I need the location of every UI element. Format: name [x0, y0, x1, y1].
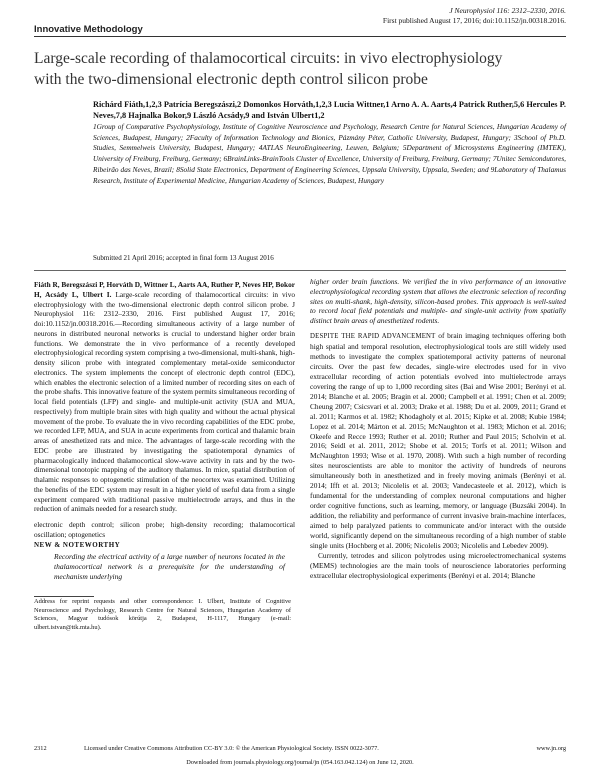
published-line: First published August 17, 2016; doi:10.1152/jn.00318.2016. [382, 16, 566, 25]
submission-dates: Submitted 21 April 2016; accepted in final form 13 August 2016 [93, 254, 274, 262]
new-noteworthy-heading: NEW & NOTEWORTHY [34, 541, 121, 549]
journal-line: J Neurophysiol 116: 2312–2330, 2016. [449, 6, 566, 15]
footnote-divider [34, 596, 94, 597]
header-divider [34, 36, 566, 37]
affiliations: 1Group of Comparative Psychophysiology, Institute of Cognitive Neuroscience and Psychology, Research Centre for Natural Sciences, Hungarian Academy of Sciences, Budapest, Hungary; 2Faculty of Information Technology and Bionics, Pázmány Péter, Catholic University, Budapest, Hungary; 3School of Ph.D. Studies, Semmelweis University, Budapest, Hungary; 4ATLAS NeuroEngineering, Leuven, Belgium; 5Department of Microsystems Engineering (IMTEK), University of Freiburg, Freiburg, Germany; 6BrainLinks-BrainTools Cluster of Excellence, University of Freiburg, Freiburg, Germany; 7Unitec Semicondutores, Ribeirão das Neves, Brazil; 8Solid State Electronics, Department of Engineering Sciences, Uppsala University, Uppsala, Sweden; and 9Laboratory of Thalamus Research, Institute of Experimental Medicine, Hungarian Academy of Sciences, Budapest, Hungary [93, 122, 566, 185]
abstract-text: Large-scale recording of thalamocortical circuits: in vivo electrophysiology with the two-dimensional electronic depth control silicon probe. J Neurophysiol 116: 2312–2330, 2016. First published August 17, 2016; doi:10.1152/jn.00318.2016.—Recording simultaneous activity of a large number of neurons in distributed neuronal networks is crucial to understand higher order brain functions. We demonstrate the in vivo performance of a recently developed electrophysiological recording system comprising a two-dimensional, multi-shank, high-density silicon probe with integrated complementary metal-oxide semiconductor electronics. The system implements the concept of electronic depth control (EDC), which enables the electronic selection of a limited number of recording sites on each of the probe shafts. This innovative feature of the system permits simultaneous recording of local field potentials (LFP) and single- and multiple-unit activity (SUA and MUA, respectively) from multiple brain sites with high quality and without the actual physical movement of the probe. To evaluate the in vivo recording capabilities of the EDC probe, we recorded LFP, MUA, and SUA in acute experiments from cortical and thalamic brain areas of anesthetized rats and mice. The advantages of large-scale recording with the EDC probe are illustrated by investigating the spatiotemporal dynamics of pharmacologically induced thalamocortical slow-wave activity in rats and by the two-dimensional tonotopic mapping of the auditory thalamus. In mice, spatial distribution of thalamic responses to optogenetic stimulation of the neocortex was examined. Utilizing the benefits of the EDC system may result in a higher yield of useful data from a single experiment compared with traditional passive multielectrode arrays, and thus in the reduction of animals needed for a research study. [34, 289, 295, 514]
intro-text-2: Currently, tetrodes and silicon polytrodes using microelectromechanical systems (MEMS) technologies are the main tools of neuroscience laboratories performing extracellular electrophysiological experiments (Berényi et al. 2014; Blanche [310, 550, 566, 580]
introduction-paragraph-2 [310, 551, 566, 581]
abstract-divider [34, 270, 566, 271]
title-line-2: with the two-dimensional electronic depth control silicon probe [34, 71, 428, 88]
intro-lead-in: DESPITE THE RAPID ADVANCEMENT [310, 332, 436, 340]
introduction-paragraph-1 [310, 331, 566, 551]
new-noteworthy-text: Recording the electrical activity of a large number of neurons located in the thalamocortical network is a prerequisite for the understanding of mechanism underlying [54, 552, 285, 581]
page-number: 2312 [34, 745, 47, 752]
license-line: Licensed under Creative Commons Attribution CC-BY 3.0: © the American Physiological Society. ISSN 0022-3077. [84, 745, 379, 752]
keywords: electronic depth control; silicon probe; high-density recording; thalamocortical oscillation; optogenetics [34, 520, 295, 539]
abstract-column [34, 280, 295, 540]
section-label: Innovative Methodology [34, 24, 143, 35]
journal-citation-header [383, 6, 566, 26]
download-notice: Downloaded from journals.physiology.org/journal/jn (054.163.042.124) on June 12, 2020. [186, 759, 414, 766]
article-title [34, 48, 566, 90]
journal-website[interactable]: www.jn.org [536, 745, 566, 752]
title-line-1: Large-scale recording of thalamocortical circuits: in vivo electrophysiology [34, 50, 503, 67]
intro-text-1: of brain imaging techniques offering both high spatial and temporal resolution, electrophysiological tools are still widely used methods to investigate the complex spatiotemporal activity patterns of neuronal circuits. Over the past few decades, single-wire electrodes used for in vivo extracellular recording of action potentials evolved into multielectrode arrays covering the range of up to 1,000 recording sites (Bai and Wise 2001; Berényi et al. 2014; Blanche et al. 2005; Bragin et al. 2000; Campbell et al. 1991; Chen et al. 2009; Cheung 2007; Csicsvari et al. 2003; Drake et al. 1988; Du et al. 2009, 2011; Grand et al. 2011; Karmos et al. 1982; Khodagholy et al. 2015; Kipke et al. 2008; Kubie 1984; Lopez et al. 2014; Márton et al. 2015; McNaughton et al. 1983; Michon et al. 2016; Okeefe and Recce 1993; Ruther et al. 2010; Ruther and Paul 2015; Scholvin et al. 2016; Seidl et al. 2011, 2012; Shobe et al. 2015; Torfs et al. 2011; Wilson and McNaughton 1993; Wise et al. 1970, 2008). With such a high number of recording sites neuroscientists are able to monitor the activity of hundreds of neurons simultaneously both in anesthetized and in freely moving animals (Berényi et al. 2014; Ifft et al. 2013; Nicolelis et al. 2003; Vandecasteele et al. 2012), which is fundamental for the understanding of complex neuronal computations and higher order cognitive functions, such as learning, memory, or language (Buzsáki 2004). In addition, the reliability and performance of current invasive brain-machine interfaces, aimed to help paralyzed patients to communicate and/or interact with the outside world, significantly depend on the simultaneous recording of a high number of stable single units (Hochberg et al. 2006; Nicolelis 2003; Nicolelis and Lebedev 2009). [310, 330, 566, 550]
abstract-citation-authors: Fiáth R, Beregszászi P, Horváth D, Wittner L, Aarts AA, Ruther P, Neves HP, Bokor H, Acsády L, Ulbert I. [34, 280, 295, 299]
right-column [310, 277, 566, 581]
new-noteworthy-continued: higher order brain functions. We verified the in vivo performance of an innovative electrophysiological recording system that allows the electronic selection of recording sites on multi-shank, high-density, silicon-based probes. This approach is well-suited to record local field potentials and multiple- and single-unit activity from spatially distinct brain areas of anesthetized rodents. [310, 277, 566, 326]
author-list: Richárd Fiáth,1,2,3 Patrícia Beregszászi,2 Domonkos Horváth,1,2,3 Lucia Wittner,1 Arno A. A. Aarts,4 Patrick Ruther,5,6 Hercules P. Neves,7,8 Hajnalka Bokor,9 László Acsády,9 and István Ulbert1,2 [93, 100, 566, 120]
abstract-paragraph [34, 280, 295, 514]
correspondence-note: Address for reprint requests and other correspondence: I. Ulbert, Institute of Cognitive Neuroscience and Psychology, Research Centre for Natural Sciences, Hungarian Academy of Sciences, Magyar tudósok körútja 2, Budapest, H-1117, Hungary (e-mail: ulbert.istvan@ttk.mta.hu). [34, 598, 291, 631]
